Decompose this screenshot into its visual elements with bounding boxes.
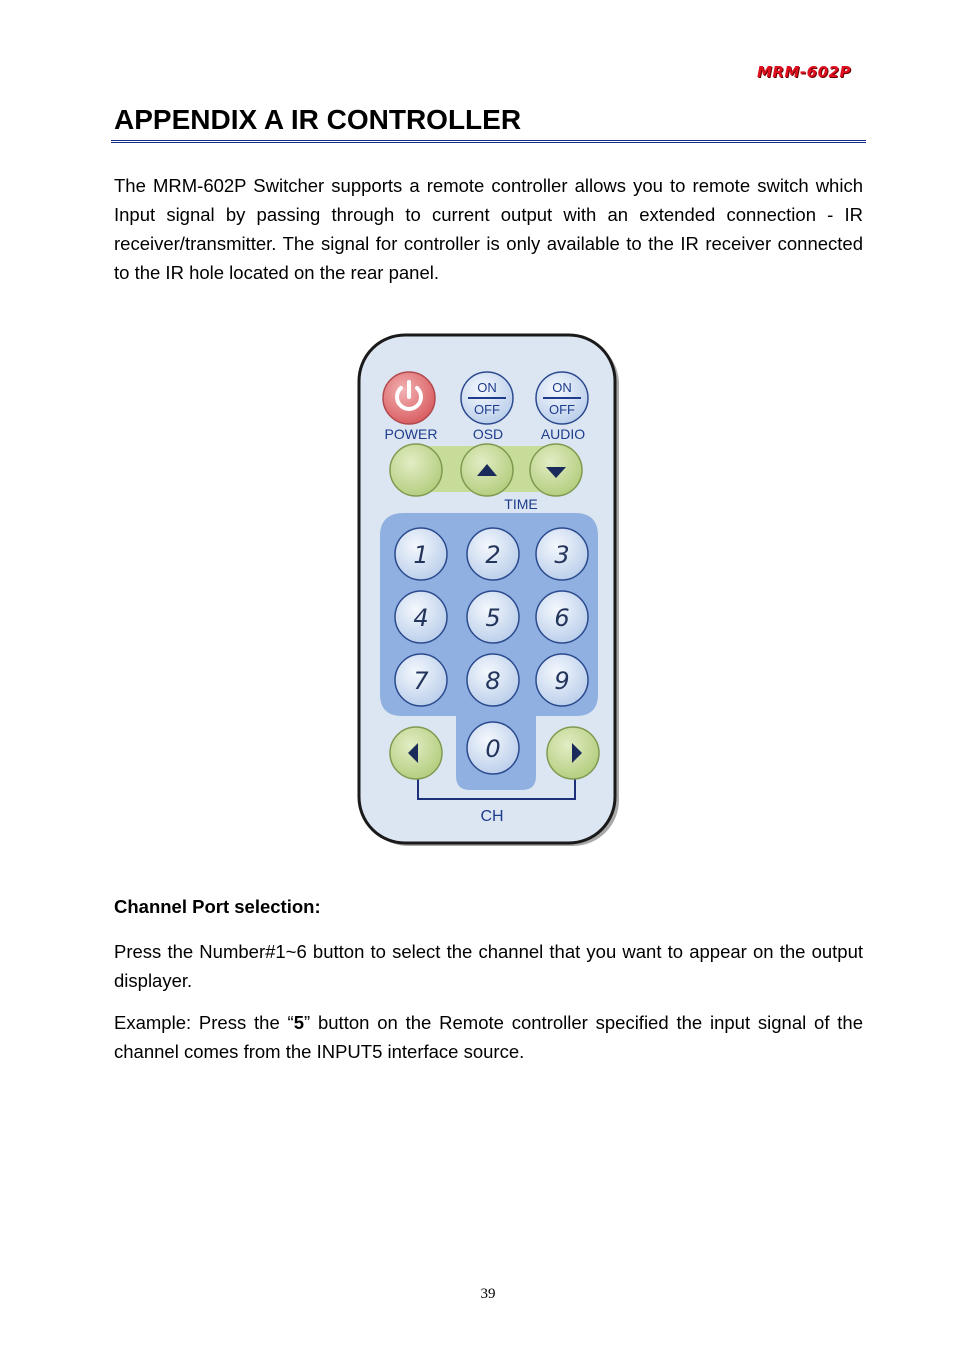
digit-label: 2 (485, 541, 501, 569)
audio-toggle-button[interactable] (536, 372, 588, 424)
remote-controller-illustration (356, 332, 622, 850)
osd-off-text: OFF (474, 402, 500, 417)
digit-button-4[interactable] (395, 591, 447, 643)
example-paragraph (114, 1008, 863, 1066)
digit-label: 0 (485, 735, 501, 763)
example-text-end: ” button on the Remote controller specified the input signal of the channel comes from the INPUT5 interface source. (114, 1012, 863, 1062)
digit-button-5[interactable] (467, 591, 519, 643)
page-title: APPENDIX A IR CONTROLLER (114, 104, 522, 135)
digit-button-2[interactable] (467, 528, 519, 580)
ch-right-button[interactable] (547, 727, 599, 779)
digit-label: 3 (554, 541, 570, 569)
digit-button-0[interactable] (467, 722, 519, 774)
remote-svg (356, 332, 622, 850)
digit-label: 5 (485, 604, 501, 632)
time-down-button[interactable] (530, 444, 582, 496)
osd-on-text: ON (477, 380, 497, 395)
ch-label: CH (480, 808, 504, 825)
osd-toggle-button[interactable] (461, 372, 513, 424)
intro-paragraph: The MRM-602P Switcher supports a remote controller allows you to remote switch which Input signal by passing through to current output with an extended connection - IR receiver/transmitter. The signal for controller is only available to the IR receiver connected to the IR hole located on the rear panel. (114, 175, 863, 283)
digit-button-7[interactable] (395, 654, 447, 706)
audio-off-text: OFF (549, 402, 575, 417)
time-up-button[interactable] (461, 444, 513, 496)
audio-on-text: ON (552, 380, 572, 395)
section-heading: Channel Port selection: (114, 896, 321, 917)
digit-label: 9 (554, 667, 570, 695)
osd-label: OSD (472, 426, 504, 442)
power-button[interactable] (383, 372, 435, 424)
digit-label: 1 (413, 541, 429, 569)
digit-label: 6 (554, 604, 570, 632)
digit-button-8[interactable] (467, 654, 519, 706)
digit-label: 8 (485, 667, 501, 695)
channel-selection-paragraph: Press the Number#1~6 button to select the channel that you want to appear on the output displayer. (114, 941, 863, 991)
page-number: 39 (480, 1286, 496, 1302)
digit-label: 4 (413, 604, 429, 632)
digit-button-6[interactable] (536, 591, 588, 643)
digit-button-3[interactable] (536, 528, 588, 580)
example-text-start: Example: Press the “ (114, 1012, 294, 1033)
brand-logo: MRM-602P (757, 63, 851, 81)
example-key-bold: 5 (293, 1012, 305, 1033)
power-label: POWER (384, 426, 438, 442)
time-label: TIME (504, 496, 538, 512)
audio-label: AUDIO (540, 426, 586, 442)
ch-left-button[interactable] (390, 727, 442, 779)
digit-button-1[interactable] (395, 528, 447, 580)
digit-label: 7 (413, 667, 429, 695)
digit-button-9[interactable] (536, 654, 588, 706)
title-divider (111, 140, 866, 143)
time-blank-button[interactable] (390, 444, 442, 496)
